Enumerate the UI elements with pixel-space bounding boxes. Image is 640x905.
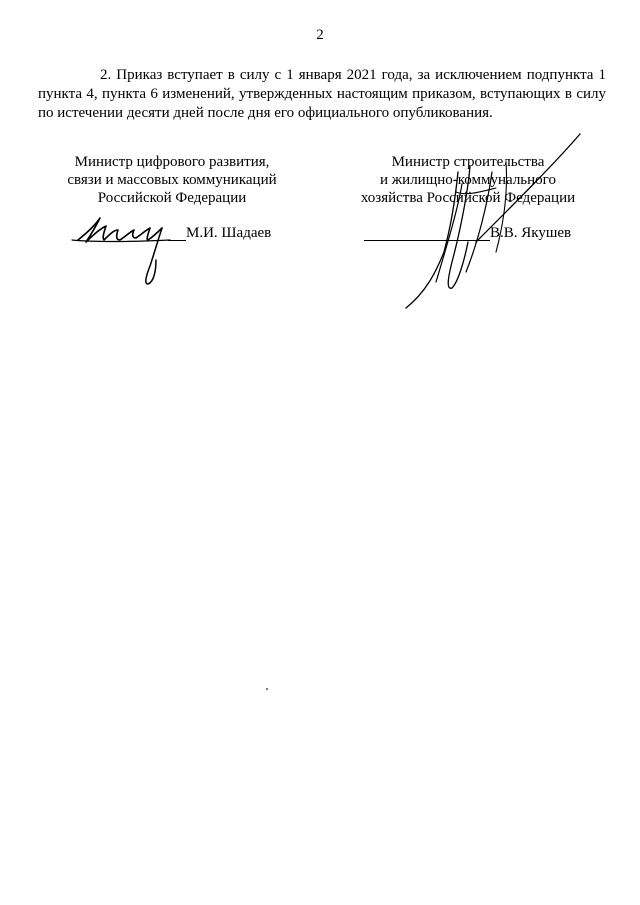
signatory-left-title-line: связи и массовых коммуникаций — [67, 172, 277, 188]
signatory-left-title-line: Российской Федерации — [97, 190, 247, 206]
signatory-right-title-line: хозяйства Российской Федерации — [360, 190, 576, 206]
signatory-left-title — [52, 153, 292, 207]
signatory-left-title-line: Министр цифрового развития, — [74, 154, 270, 170]
signatory-left-name: М.И. Шадаев — [186, 225, 272, 241]
signatory-right-name: В.В. Якушев — [490, 225, 572, 241]
handwritten-signature-left — [70, 210, 180, 290]
scan-speck — [266, 688, 268, 690]
signatory-right-title-line: Министр строительства — [391, 154, 545, 170]
page-number: 2 — [316, 27, 324, 43]
signatory-right-title-line: и жилищно-коммунального — [380, 172, 556, 188]
body-paragraph: 2. Приказ вступает в силу с 1 января 2021 года, за исключением подпункта 1 пункта 4, пункта 6 изменений, утвержденных настоящим приказом, вступающих в силу по истечении десяти дней после дня его официального опубликования. — [38, 67, 606, 121]
handwritten-signature-right — [396, 132, 586, 312]
